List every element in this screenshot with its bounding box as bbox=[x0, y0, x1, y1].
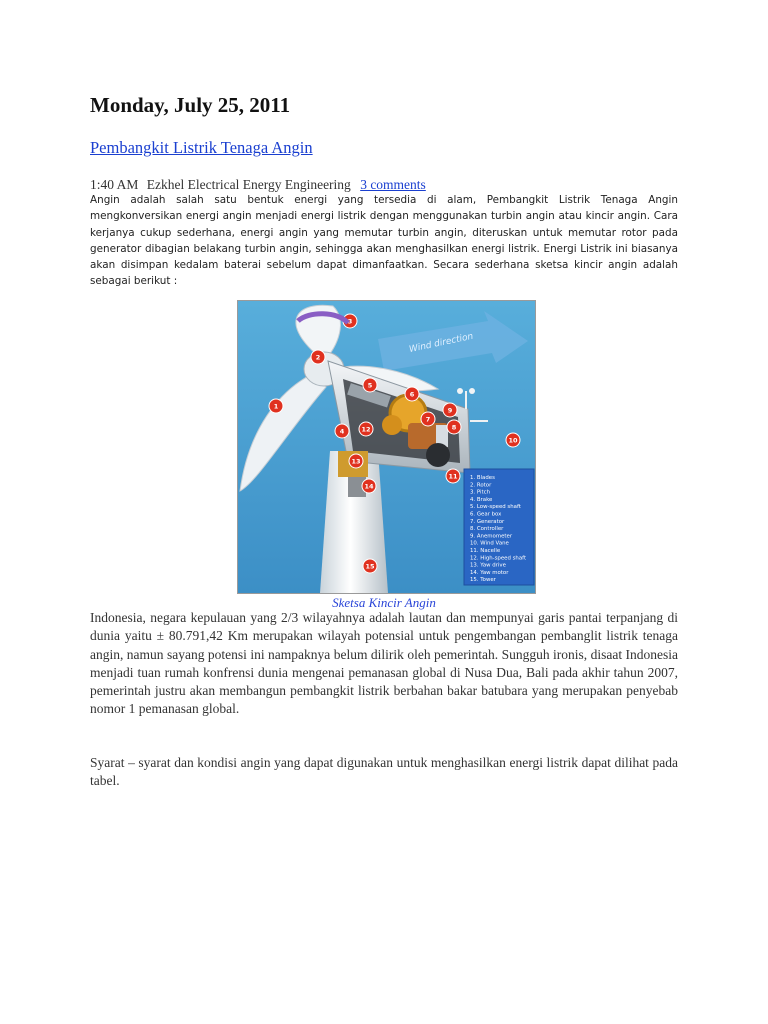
callout-4 bbox=[335, 424, 349, 438]
callout-5 bbox=[363, 378, 377, 392]
callout-15 bbox=[363, 559, 377, 573]
callout-number: 12 bbox=[361, 425, 371, 434]
post-meta bbox=[90, 177, 426, 193]
callout-number: 8 bbox=[451, 423, 457, 432]
callout-number: 9 bbox=[447, 406, 453, 415]
legend-item: 10. Wind Vane bbox=[470, 540, 509, 547]
callout-number: 2 bbox=[315, 353, 321, 362]
callout-number: 13 bbox=[351, 457, 361, 466]
figure-caption: Sketsa Kincir Angin bbox=[332, 595, 436, 610]
callout-1 bbox=[269, 399, 283, 413]
legend-item: 9. Anemometer bbox=[470, 533, 513, 540]
post-title-link[interactable]: Pembangkit Listrik Tenaga Angin bbox=[90, 138, 313, 157]
components-legend bbox=[464, 469, 534, 585]
legend-item: 3. Pitch bbox=[470, 489, 490, 496]
legend-item: 11. Nacelle bbox=[470, 548, 501, 554]
callout-11 bbox=[446, 469, 460, 483]
callout-number: 7 bbox=[425, 415, 431, 424]
wind-direction-label: Wind direction bbox=[408, 331, 475, 356]
callout-13 bbox=[349, 454, 363, 468]
legend-item: 7. Generator bbox=[470, 518, 505, 525]
legend-item: 1. Blades bbox=[470, 475, 495, 481]
callout-number: 4 bbox=[339, 427, 345, 436]
wind-turbine-diagram bbox=[238, 301, 535, 593]
callout-number: 14 bbox=[364, 482, 374, 491]
legend-item: 5. Low-speed shaft bbox=[470, 504, 521, 511]
legend-item: 4. Brake bbox=[470, 496, 493, 503]
callout-9 bbox=[443, 403, 457, 417]
post-date-header: Monday, July 25, 2011 bbox=[90, 93, 291, 117]
post-author: Ezkhel Electrical Energy Engineering bbox=[146, 177, 351, 192]
anemometer bbox=[457, 388, 463, 394]
gear-small bbox=[382, 415, 402, 435]
callout-number: 11 bbox=[448, 472, 458, 481]
legend-item: 15. Tower bbox=[470, 577, 496, 584]
post-time: 1:40 AM bbox=[90, 177, 139, 192]
callout-12 bbox=[359, 422, 373, 436]
callout-6 bbox=[405, 387, 419, 401]
body-paragraph: Indonesia, negara kepulauan yang 2/3 wilayahnya adalah lautan dan mempunyai garis pantai terpanjang di dunia yaitu ± 80.791,42 Km merupakan wilayah potensial untuk pengembangan pembanglit listrik tenaga angin, namun sayang potensi ini nampaknya belum dilirik oleh pemerintah. Sungguh ironis, disaat Indonesia menjadi tuan rumah konfrensi dunia mengenai pemanasan global di Nusa Dua, Bali pada akhir tahun 2007, pemerintah justru akan membangun pembangkit listrik berbahan bakar batubara yang merupakan penyebab nomor 1 pemanasan global. bbox=[90, 610, 678, 717]
yaw-bearing bbox=[426, 443, 450, 467]
legend-item: 6. Gear box bbox=[470, 511, 502, 518]
callout-2 bbox=[311, 350, 325, 364]
callout-7 bbox=[421, 412, 435, 426]
callout-number: 6 bbox=[409, 390, 415, 399]
body-paragraph: Syarat – syarat dan kondisi angin yang dapat digunakan untuk menghasilkan energi listrik dapat dilihat pada tabel. bbox=[90, 755, 678, 789]
wind-turbine-figure bbox=[237, 300, 536, 594]
comments-link[interactable]: 3 comments bbox=[360, 177, 426, 192]
legend-item: 12. High-speed shaft bbox=[470, 555, 527, 562]
callout-number: 10 bbox=[508, 436, 518, 445]
callout-14 bbox=[362, 479, 376, 493]
legend-item: 2. Rotor bbox=[470, 482, 492, 489]
legend-item: 8. Controller bbox=[470, 526, 504, 533]
callout-8 bbox=[447, 420, 461, 434]
legend-item: 14. Yaw motor bbox=[470, 569, 509, 576]
intro-paragraph: Angin adalah salah satu bentuk energi yang tersedia di alam, Pembangkit Listrik Tenaga Angin mengkonversikan energi angin menjadi energi listrik dengan menggunakan turbin angin atau kincir angin. Cara kerjanya cukup sederhana, energi angin yang memutar turbin angin, diteruskan untuk memutar rotor pada generator dibagian belakang turbin angin, sehingga akan menghasilkan energi listrik. Energi Listrik ini biasanya akan disimpan kedalam baterai sebelum dapat dimanfaatkan. Secara sederhana sketsa kincir angin adalah sebagai berikut : bbox=[90, 194, 678, 288]
callout-number: 15 bbox=[365, 562, 375, 571]
callout-number: 5 bbox=[367, 381, 373, 390]
callout-number: 3 bbox=[347, 317, 353, 326]
legend-item: 13. Yaw drive bbox=[470, 562, 506, 569]
callout-number: 1 bbox=[273, 402, 279, 411]
callout-10 bbox=[506, 433, 520, 447]
